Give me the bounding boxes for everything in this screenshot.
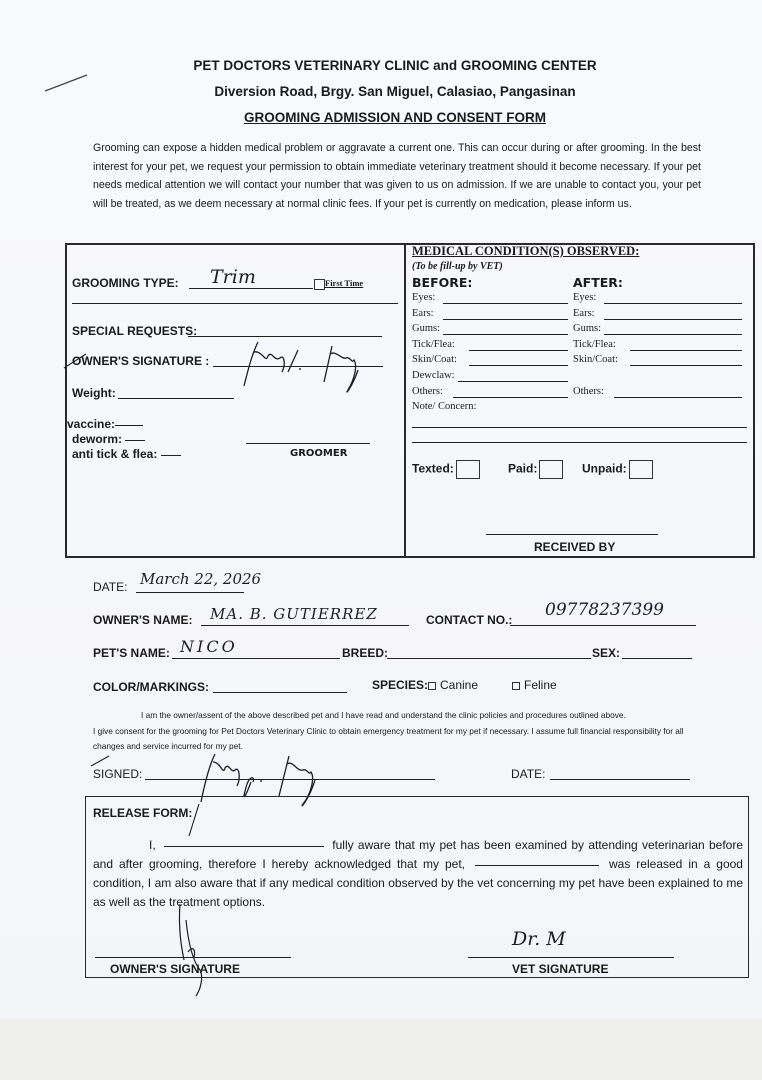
species-option-canine[interactable]: Canine (428, 678, 478, 692)
grooming-medical-box (65, 243, 755, 558)
after-field-line[interactable] (630, 365, 742, 366)
signed-label: SIGNED: (93, 767, 143, 781)
note-line-1[interactable] (412, 427, 747, 428)
vaccine-label: vaccine: (67, 417, 143, 431)
before-field-line[interactable] (458, 381, 568, 382)
before-field-line[interactable] (443, 319, 569, 320)
groomer-signature-field[interactable] (246, 443, 370, 444)
release-pet-name-field[interactable] (475, 865, 599, 866)
release-paragraph: I, fully aware that my pet has been examined by attending veterinarian before and after grooming, therefore I hereby acknowledged that my pet, was released in a good condition, I am also aware that if any medical condition observed by the vet concerning my pet have been explained to me as well as the treatment options. (93, 838, 743, 909)
before-field: Tick/Flea: (412, 339, 455, 350)
species-option-feline[interactable]: Feline (512, 678, 557, 692)
breed-label: BREED: (342, 646, 389, 660)
after-field-line[interactable] (604, 334, 743, 335)
consent-date-label: DATE: (511, 767, 546, 781)
owner-name-field[interactable] (201, 625, 409, 626)
grooming-type-value: Trim (210, 266, 256, 288)
unpaid-checkbox[interactable] (629, 460, 653, 479)
anti-tick-label: anti tick & flea: (72, 447, 181, 461)
after-field: Gums: (573, 323, 602, 334)
first-time-box[interactable] (314, 279, 325, 290)
vaccine-field[interactable] (115, 425, 143, 426)
paid-field[interactable]: Paid: (508, 460, 563, 479)
grooming-extra-line (72, 303, 398, 304)
after-label: AFTER: (573, 275, 623, 290)
special-requests-label: SPECIAL REQUESTS: (72, 324, 198, 338)
after-field: Eyes: (573, 292, 597, 303)
after-field-line[interactable] (614, 397, 742, 398)
date-label: DATE: (93, 580, 128, 594)
canine-checkbox[interactable] (428, 682, 436, 690)
sex-field[interactable] (622, 658, 692, 659)
deworm-field[interactable] (125, 440, 145, 441)
grooming-type-label: GROOMING TYPE: (72, 276, 179, 290)
intro-paragraph: Grooming can expose a hidden medical problem or aggravate a current one. This can occur during or after grooming. In the best interest for your pet, we request your permission to obtain immediate veterinary treatment should it become necessary. If your pet needs medical attention we will contact your number that was given to us on admission. If we are unable to contact you, your pet will be treated, as we deem necessary at normal clinic fees. If your pet is currently on medication, please inform us. (93, 142, 701, 210)
note-line-2[interactable] (412, 442, 747, 443)
sex-label: SEX: (592, 646, 621, 660)
pet-name-value: NICO (180, 637, 238, 656)
special-requests-field[interactable] (188, 336, 382, 337)
after-field: Others: (573, 386, 604, 397)
vet-signature-label: VET SIGNATURE (512, 962, 609, 976)
anti-tick-field[interactable] (161, 455, 181, 456)
before-field-line[interactable] (443, 303, 569, 304)
release-owner-signature-scribble (170, 900, 220, 1000)
before-field: Others: (412, 386, 443, 397)
after-field-line[interactable] (604, 319, 743, 320)
after-field: Ears: (573, 308, 595, 319)
texted-field[interactable]: Texted: (412, 460, 480, 479)
before-field: Gums: (412, 323, 441, 334)
deworm-label: deworm: (72, 432, 145, 446)
consent-date-field[interactable] (550, 779, 690, 780)
consent-line-2: I give consent for the grooming for Pet Doctors Veterinary Clinic to obtain emergency treatment for my pet if necessary. I assume full financial responsibility for all changes and service incurred for my pet. (93, 725, 684, 751)
before-field-line[interactable] (443, 334, 569, 335)
after-field: Skin/Coat: (573, 354, 618, 365)
owner-name-label: OWNER'S NAME: (93, 613, 193, 627)
note-concern-label: Note/ Concern: (412, 401, 477, 412)
vet-signature-value: Dr. M (512, 928, 566, 950)
texted-checkbox[interactable] (456, 460, 480, 479)
pet-name-field[interactable] (172, 658, 340, 659)
release-owner-name-field[interactable] (164, 846, 324, 847)
after-field-line[interactable] (630, 350, 742, 351)
contact-field[interactable] (510, 625, 696, 626)
received-by-field[interactable] (486, 534, 658, 535)
before-field: Ears: (412, 308, 434, 319)
scan-background (0, 1018, 762, 1080)
consent-paragraph (93, 708, 703, 755)
owner-signature-label: OWNER'S SIGNATURE : (72, 354, 210, 368)
color-markings-field[interactable] (213, 692, 347, 693)
weight-field[interactable] (118, 398, 234, 399)
before-field: Dewclaw: (412, 370, 455, 381)
before-field-line[interactable] (469, 365, 568, 366)
release-pen-stroke (185, 800, 205, 840)
date-field[interactable] (136, 592, 244, 593)
before-field-line[interactable] (469, 350, 568, 351)
paid-checkbox[interactable] (539, 460, 563, 479)
contact-value: 09778237399 (545, 600, 664, 620)
release-owner-signature-label: OWNER'S SIGNATURE (110, 962, 240, 976)
consent-line-1: I am the owner/assent of the above described pet and I have read and understand the clinic policies and procedures outlined above. (141, 710, 626, 720)
owner-name-value: MA. B. GUTIERREZ (210, 605, 378, 623)
before-field: Eyes: (412, 292, 436, 303)
form-title: GROOMING ADMISSION AND CONSENT FORM (244, 110, 546, 125)
before-field-line[interactable] (453, 397, 568, 398)
release-form-title: RELEASE FORM: (93, 806, 193, 820)
medical-title: MEDICAL CONDITION(S) OBSERVED: (412, 244, 640, 258)
first-time-label: First Time (325, 278, 364, 288)
before-label: BEFORE: (412, 275, 473, 290)
before-field: Skin/Coat: (412, 354, 457, 365)
after-field-line[interactable] (604, 303, 743, 304)
species-label: SPECIES: (372, 678, 429, 692)
weight-label: Weight: (72, 386, 116, 400)
after-field: Tick/Flea: (573, 339, 616, 350)
feline-checkbox[interactable] (512, 682, 520, 690)
color-markings-label: COLOR/MARKINGS: (93, 680, 209, 694)
pet-name-label: PET'S NAME: (93, 646, 170, 660)
clinic-name: PET DOCTORS VETERINARY CLINIC and GROOMING CENTER (193, 58, 597, 73)
column-divider (404, 243, 406, 558)
medical-subtitle: (To be fill-up by VET) (412, 261, 503, 272)
date-value: March 22, 2026 (140, 570, 262, 588)
unpaid-field[interactable]: Unpaid: (582, 460, 653, 479)
grooming-type-field[interactable] (189, 288, 313, 289)
first-time-checkbox[interactable] (314, 278, 363, 290)
groomer-label: GROOMER (290, 448, 348, 459)
vet-signature-field[interactable] (468, 957, 674, 958)
breed-field[interactable] (387, 658, 591, 659)
contact-label: CONTACT NO.: (426, 613, 513, 627)
clinic-address: Diversion Road, Brgy. San Miguel, Calasiao, Pangasinan (214, 84, 576, 99)
received-by-label: RECEIVED BY (534, 540, 616, 554)
